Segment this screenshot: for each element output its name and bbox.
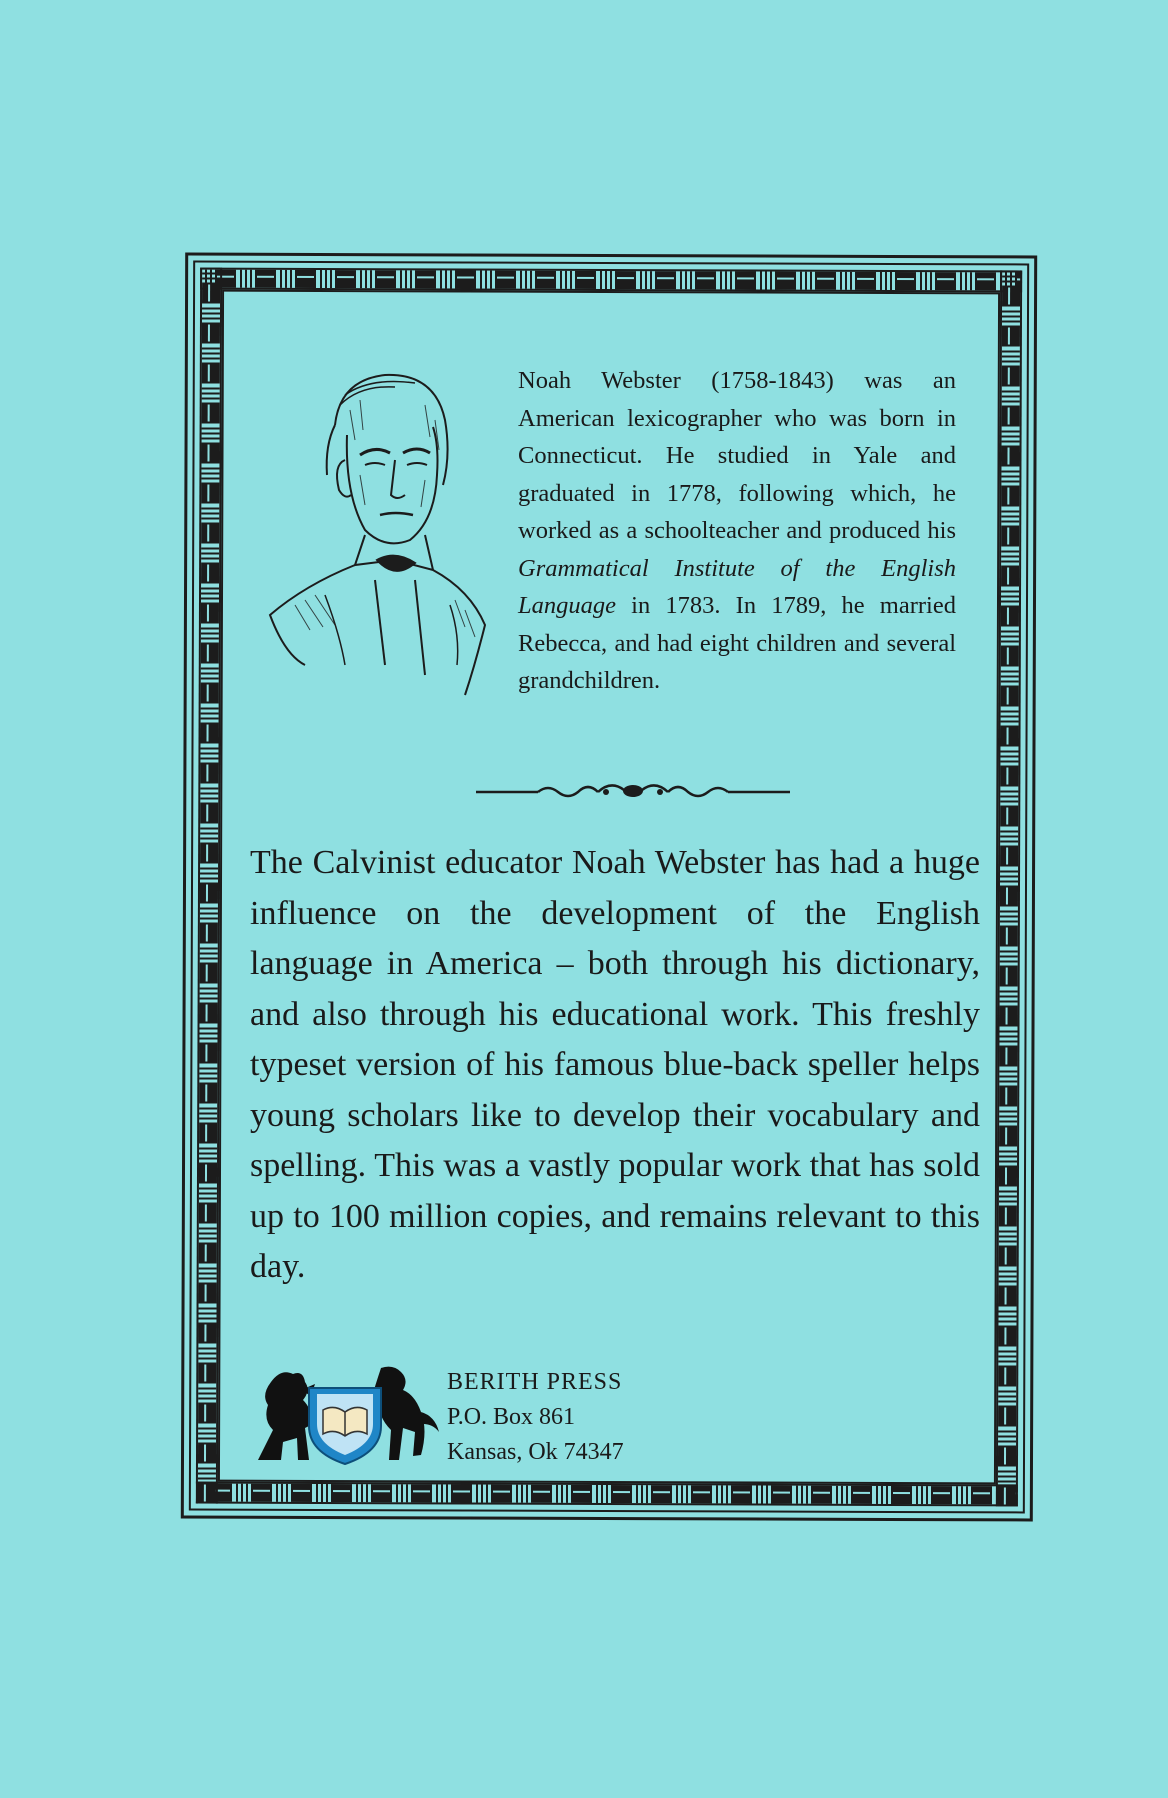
ornamental-divider (476, 778, 790, 808)
bio-text-part1: Noah Webster (1758-1843) was an American lexicographer who was born in Connecticut. He studied in Yale and graduated in 1778, following which, he worked as a schoolteacher and produced his (518, 367, 956, 544)
frame-band-bottom (196, 1482, 1018, 1507)
frame-band-right (996, 270, 1022, 1506)
biography-text (518, 362, 956, 700)
frame-band-top (200, 268, 1022, 293)
bio-text-part2: in 1783. In 1789, he married Rebecca, and had eight children and several grandchildren. (518, 592, 956, 694)
portrait-engraving (265, 365, 505, 705)
publisher-info (447, 1365, 624, 1470)
publisher-crest-icon (253, 1360, 443, 1470)
publisher-address-line1: P.O. Box 861 (447, 1404, 576, 1430)
book-description: The Calvinist educator Noah Webster has had a huge influence on the development of the English language in America – both through his dictionary, and also through his educational work. This freshly typeset version of his famous blue-back speller helps young scholars like to develop their vocabulary and spelling. This was a vastly popular work that has sold up to 100 million copies, and remains relevant to this day. (250, 844, 980, 1285)
bio-book-title: Grammatical Institute of the English Language (518, 554, 956, 619)
publisher-name: BERITH PRESS (447, 1369, 623, 1395)
publisher-address-line2: Kansas, Ok 74347 (447, 1439, 624, 1465)
